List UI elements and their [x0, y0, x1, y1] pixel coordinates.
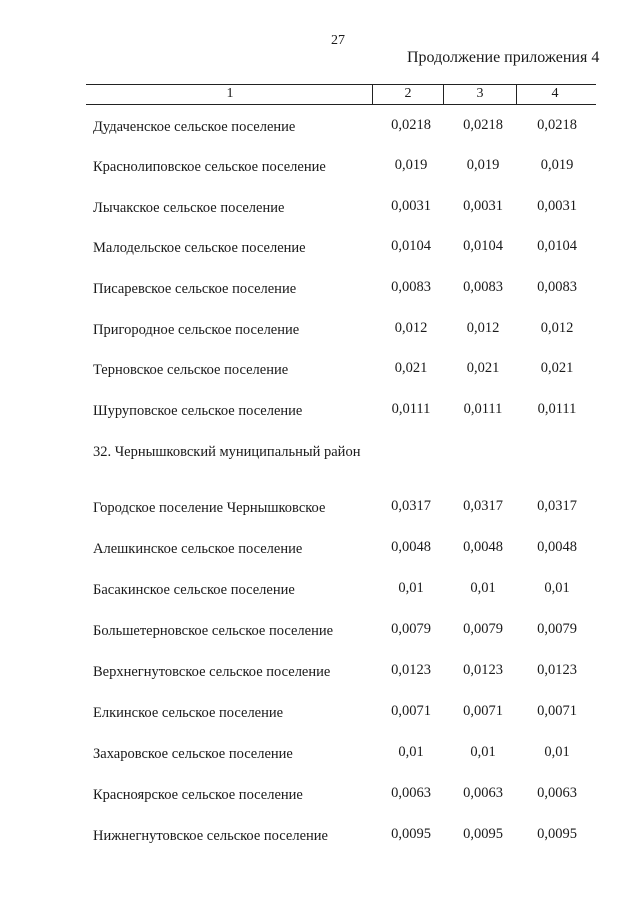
value-col-2: 0,021 — [394, 360, 428, 376]
settlement-name: Терновское сельское поселение — [93, 362, 289, 378]
value-col-2: 0,01 — [398, 744, 424, 760]
value-col-3: 0,0031 — [463, 198, 503, 214]
settlement-name: Лычакское сельское поселение — [93, 200, 285, 216]
header-col-1: 1 — [226, 86, 234, 101]
settlement-name: Красноярское сельское поселение — [93, 787, 303, 803]
header-divider — [443, 84, 444, 104]
value-col-2: 0,0104 — [391, 238, 431, 254]
value-col-2: 0,0048 — [391, 539, 431, 555]
value-col-2: 0,0031 — [391, 198, 431, 214]
table-row — [0, 787, 640, 809]
value-col-2: 0,012 — [394, 320, 428, 336]
value-col-3: 0,0104 — [463, 238, 503, 254]
header-divider — [516, 84, 517, 104]
value-col-4: 0,0104 — [537, 238, 577, 254]
value-col-4: 0,019 — [540, 157, 574, 173]
value-col-2: 0,0095 — [391, 826, 431, 842]
value-col-4: 0,0063 — [537, 785, 577, 801]
value-col-3: 0,0111 — [463, 401, 503, 417]
table-row — [0, 281, 640, 303]
district-section-title: 32. Чернышковский муниципальный район — [93, 444, 361, 460]
table-row — [0, 362, 640, 384]
settlement-name: Малодельское сельское поселение — [93, 240, 306, 256]
value-col-4: 0,0111 — [537, 401, 577, 417]
value-col-3: 0,0071 — [463, 703, 503, 719]
value-col-4: 0,0083 — [537, 279, 577, 295]
value-col-2: 0,0317 — [391, 498, 431, 514]
settlement-name: Городское поселение Чернышковское — [93, 500, 326, 516]
settlement-name: Пригородное сельское поселение — [93, 322, 300, 338]
value-col-4: 0,0031 — [537, 198, 577, 214]
value-col-2: 0,0111 — [391, 401, 431, 417]
settlement-name: Дудаченское сельское поселение — [93, 119, 296, 135]
table-row — [0, 623, 640, 645]
table-row — [0, 828, 640, 850]
header-bottom-rule — [86, 104, 596, 105]
value-col-3: 0,0048 — [463, 539, 503, 555]
value-col-2: 0,0123 — [391, 662, 431, 678]
table-row — [0, 119, 640, 141]
value-col-4: 0,0048 — [537, 539, 577, 555]
page-number: 27 — [331, 33, 345, 48]
value-col-4: 0,01 — [544, 744, 570, 760]
value-col-4: 0,0079 — [537, 621, 577, 637]
value-col-4: 0,021 — [540, 360, 574, 376]
table-row — [0, 705, 640, 727]
header-col-3: 3 — [476, 86, 484, 101]
table-row — [0, 541, 640, 563]
table-row — [0, 500, 640, 522]
value-col-3: 0,0218 — [463, 117, 503, 133]
settlement-name: Алешкинское сельское поселение — [93, 541, 303, 557]
settlement-name: Краснолиповское сельское поселение — [93, 159, 326, 175]
continuation-title: Продолжение приложения 4 — [407, 49, 600, 66]
table-row — [0, 159, 640, 181]
value-col-3: 0,012 — [466, 320, 500, 336]
value-col-3: 0,01 — [470, 744, 496, 760]
value-col-3: 0,019 — [466, 157, 500, 173]
header-col-4: 4 — [551, 86, 559, 101]
value-col-4: 0,0317 — [537, 498, 577, 514]
value-col-2: 0,0083 — [391, 279, 431, 295]
settlement-name: Большетерновское сельское поселение — [93, 623, 334, 639]
value-col-4: 0,012 — [540, 320, 574, 336]
value-col-2: 0,019 — [394, 157, 428, 173]
value-col-4: 0,0095 — [537, 826, 577, 842]
value-col-4: 0,0071 — [537, 703, 577, 719]
table-row — [0, 746, 640, 768]
settlement-name: Нижнегнутовское сельское поселение — [93, 828, 328, 844]
value-col-3: 0,0083 — [463, 279, 503, 295]
value-col-3: 0,021 — [466, 360, 500, 376]
settlement-name: Писаревское сельское поселение — [93, 281, 297, 297]
value-col-3: 0,0079 — [463, 621, 503, 637]
value-col-2: 0,0071 — [391, 703, 431, 719]
table-row — [0, 664, 640, 686]
table-row — [0, 582, 640, 604]
value-col-2: 0,0079 — [391, 621, 431, 637]
settlement-name: Верхнегнутовское сельское поселение — [93, 664, 331, 680]
settlement-name: Захаровское сельское поселение — [93, 746, 293, 762]
table-row — [0, 240, 640, 262]
header-top-rule — [86, 84, 596, 85]
table-row — [0, 322, 640, 344]
value-col-3: 0,0063 — [463, 785, 503, 801]
value-col-2: 0,01 — [398, 580, 424, 596]
header-col-2: 2 — [404, 86, 412, 101]
settlement-name: Елкинское сельское поселение — [93, 705, 284, 721]
header-divider — [372, 84, 373, 104]
value-col-4: 0,01 — [544, 580, 570, 596]
value-col-3: 0,0095 — [463, 826, 503, 842]
settlement-name: Шуруповское сельское поселение — [93, 403, 303, 419]
value-col-4: 0,0218 — [537, 117, 577, 133]
table-row — [0, 403, 640, 425]
value-col-4: 0,0123 — [537, 662, 577, 678]
value-col-2: 0,0218 — [391, 117, 431, 133]
value-col-3: 0,0317 — [463, 498, 503, 514]
settlement-name: Басакинское сельское поселение — [93, 582, 295, 598]
value-col-2: 0,0063 — [391, 785, 431, 801]
value-col-3: 0,0123 — [463, 662, 503, 678]
value-col-3: 0,01 — [470, 580, 496, 596]
table-row — [0, 200, 640, 222]
